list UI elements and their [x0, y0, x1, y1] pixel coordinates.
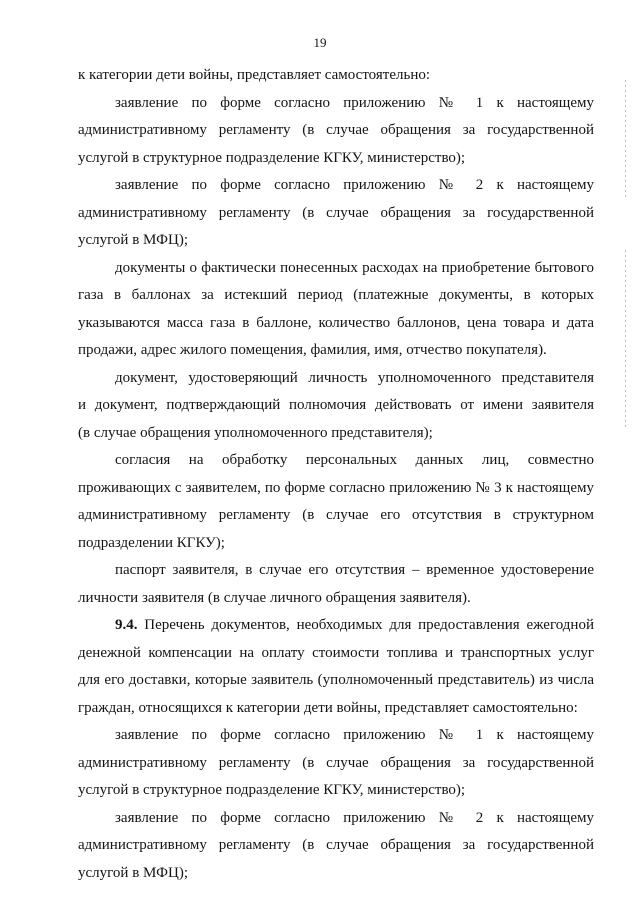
text-line	[78, 365, 594, 393]
line-text: личности заявителя (в случае личного обращения заявителя).	[78, 589, 471, 606]
text-line	[78, 200, 594, 228]
text-line	[78, 640, 594, 668]
line-text: документ, удостоверяющий личность уполномоченного представителя	[115, 369, 594, 386]
text-line	[78, 557, 594, 585]
line-text: заявление по форме согласно приложению № 1 к настоящему	[115, 94, 594, 111]
text-line	[78, 805, 594, 833]
line-text: Перечень документов, необходимых для предоставления ежегодной	[137, 617, 594, 633]
text-line	[78, 750, 594, 778]
text-line	[78, 502, 594, 530]
line-text: к категории дети войны, представляет самостоятельно:	[78, 67, 431, 83]
text-line	[78, 90, 594, 118]
line-text: указываются масса газа в баллоне, количество баллонов, цена товара и дата	[78, 314, 594, 331]
line-text: и документ, подтверждающий полномочия действовать от имени заявителя	[78, 397, 594, 413]
text-line	[78, 667, 594, 695]
text-line	[78, 392, 594, 420]
line-text: административному регламенту (в случае его отсутствия в структурном	[78, 507, 594, 523]
document-body	[78, 62, 594, 887]
text-line	[78, 255, 594, 283]
section-number: 9.4.	[115, 617, 138, 633]
text-line	[78, 722, 594, 750]
line-text: услугой в структурное подразделение КГКУ, министерство);	[78, 149, 466, 166]
line-text: заявление по форме согласно приложению № 1 к настоящему	[115, 727, 594, 743]
line-text: заявление по форме согласно приложению № 2 к настоящему	[115, 809, 594, 826]
line-text: административному регламенту (в случае обращения за государственной	[78, 754, 594, 771]
line-text: денежной компенсации на оплату стоимости топлива и транспортных услуг	[78, 644, 594, 661]
text-line	[78, 860, 594, 888]
line-text: граждан, относящихся к категории дети войны, представляет самостоятельно:	[78, 699, 578, 716]
text-line	[78, 227, 594, 255]
text-line	[78, 62, 594, 90]
text-line	[78, 310, 594, 338]
text-line	[78, 447, 594, 475]
text-line	[78, 695, 594, 723]
line-text: согласия на обработку персональных данных лиц, совместно	[115, 452, 594, 468]
line-text: (в случае обращения уполномоченного представителя);	[78, 424, 433, 441]
text-line	[78, 530, 594, 558]
line-text: услугой в структурное подразделение КГКУ, министерство);	[78, 782, 466, 798]
line-text: проживающих с заявителем, по форме согласно приложению № 3 к настоящему	[78, 479, 594, 496]
text-line	[78, 117, 594, 145]
line-text: для его доставки, которые заявитель (уполномоченный представитель) из числа	[78, 672, 594, 688]
text-line	[78, 585, 594, 613]
margin-mark	[625, 80, 626, 200]
text-line	[78, 475, 594, 503]
text-line	[78, 420, 594, 448]
line-text: газа в баллонах за истекший период (платежные документы, в которых	[78, 287, 594, 303]
page-number: 19	[313, 35, 327, 50]
text-line	[78, 145, 594, 173]
line-text: заявление по форме согласно приложению № 2 к настоящему	[115, 177, 594, 193]
line-text: административному регламенту (в случае обращения за государственной	[78, 122, 594, 138]
text-line	[78, 612, 594, 640]
line-text: административному регламенту (в случае обращения за государственной	[78, 204, 594, 221]
line-text: паспорт заявителя, в случае его отсутствия – временное удостоверение	[115, 562, 594, 578]
line-text: услугой в МФЦ);	[78, 864, 189, 881]
margin-mark	[625, 250, 626, 430]
text-line	[78, 282, 594, 310]
text-line	[78, 777, 594, 805]
line-text: услугой в МФЦ);	[78, 232, 189, 248]
line-text: продажи, адрес жилого помещения, фамилия, имя, отчество покупателя).	[78, 342, 547, 358]
line-text: подразделении КГКУ);	[78, 534, 225, 551]
text-line	[78, 337, 594, 365]
text-line	[78, 172, 594, 200]
text-line	[78, 832, 594, 860]
line-text: административному регламенту (в случае обращения за государственной	[78, 837, 594, 853]
line-text: документы о фактически понесенных расходах на приобретение бытового	[115, 259, 594, 276]
